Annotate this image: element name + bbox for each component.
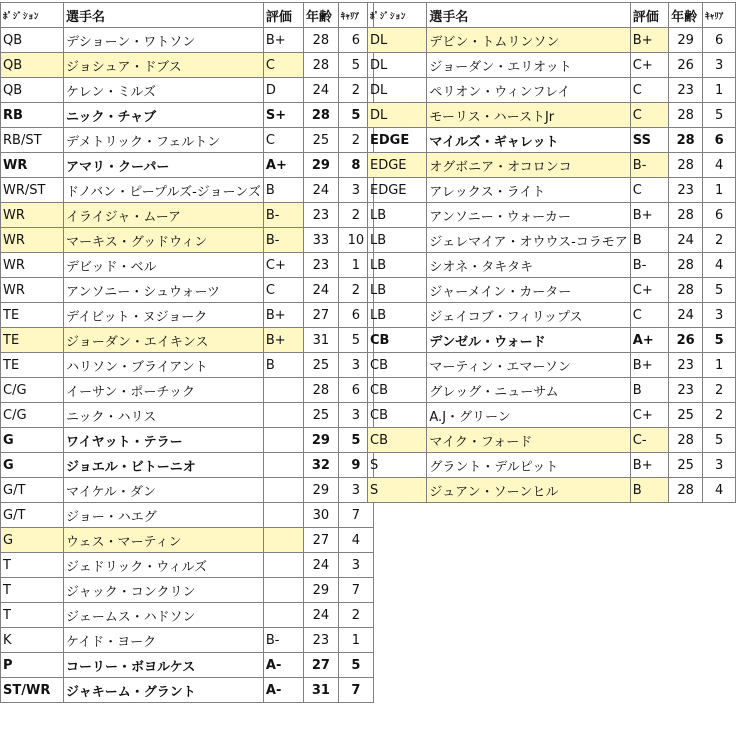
- age-cell: 24: [303, 78, 338, 103]
- player-name-cell: デイビット・ヌジョーク: [64, 303, 264, 328]
- age-cell: 28: [669, 428, 703, 453]
- grade-cell: C: [263, 53, 303, 78]
- age-cell: 28: [669, 153, 703, 178]
- position-cell: DL: [368, 103, 427, 128]
- grade-cell: B: [263, 178, 303, 203]
- career-cell: 5: [703, 428, 736, 453]
- table-row: [1, 153, 374, 178]
- career-cell: 3: [338, 353, 373, 378]
- age-cell: 24: [669, 228, 703, 253]
- grade-cell: B-: [263, 203, 303, 228]
- career-cell: 5: [703, 103, 736, 128]
- table-row: [1, 328, 374, 353]
- position-cell: EDGE: [368, 178, 427, 203]
- grade-cell: [263, 378, 303, 403]
- grade-cell: [263, 503, 303, 528]
- table-row: [368, 353, 736, 378]
- position-cell: WR: [1, 278, 64, 303]
- position-cell: G/T: [1, 478, 64, 503]
- career-cell: 5: [338, 328, 373, 353]
- position-cell: LB: [368, 253, 427, 278]
- grade-cell: B+: [263, 328, 303, 353]
- age-cell: 30: [303, 503, 338, 528]
- position-cell: CB: [368, 328, 427, 353]
- age-cell: 24: [303, 278, 338, 303]
- position-cell: EDGE: [368, 128, 427, 153]
- age-cell: 27: [303, 528, 338, 553]
- player-name-cell: イーサン・ポーチック: [64, 378, 264, 403]
- career-cell: 1: [338, 253, 373, 278]
- grade-cell: B-: [263, 628, 303, 653]
- player-name-cell: ドノバン・ピープルズ-ジョーンズ: [64, 178, 264, 203]
- position-cell: G: [1, 453, 64, 478]
- player-name-cell: マーキス・グッドウィン: [64, 228, 264, 253]
- player-name-cell: ペリオン・ウィンフレイ: [427, 78, 630, 103]
- career-cell: 6: [338, 303, 373, 328]
- position-cell: CB: [368, 353, 427, 378]
- player-name-cell: グラント・デルピット: [427, 453, 630, 478]
- grade-cell: D: [263, 78, 303, 103]
- player-name-cell: ハリソン・ブライアント: [64, 353, 264, 378]
- table-row: [1, 128, 374, 153]
- career-cell: 4: [338, 528, 373, 553]
- player-name-cell: ジャック・コンクリン: [64, 578, 264, 603]
- position-cell: QB: [1, 28, 64, 53]
- grade-cell: [263, 403, 303, 428]
- age-cell: 23: [303, 203, 338, 228]
- position-cell: RB/ST: [1, 128, 64, 153]
- career-cell: 2: [338, 128, 373, 153]
- position-cell: C/G: [1, 378, 64, 403]
- career-cell: 5: [338, 103, 373, 128]
- grade-cell: C+: [630, 403, 668, 428]
- position-cell: DL: [368, 53, 427, 78]
- grade-cell: B: [630, 228, 668, 253]
- player-name-cell: アレックス・ライト: [427, 178, 630, 203]
- grade-cell: C: [263, 278, 303, 303]
- age-cell: 29: [303, 153, 338, 178]
- table-row: [1, 28, 374, 53]
- age-cell: 24: [303, 553, 338, 578]
- age-cell: 28: [669, 278, 703, 303]
- career-cell: 4: [703, 153, 736, 178]
- table-row: [368, 428, 736, 453]
- table-row: [1, 553, 374, 578]
- player-name-cell: ジェドリック・ウィルズ: [64, 553, 264, 578]
- player-name-cell: イライジャ・ムーア: [64, 203, 264, 228]
- position-cell: TE: [1, 328, 64, 353]
- grade-cell: C+: [630, 278, 668, 303]
- player-name-cell: ジャキーム・グラント: [64, 678, 264, 703]
- age-cell: 25: [303, 128, 338, 153]
- grade-cell: B-: [630, 153, 668, 178]
- table-row: [368, 153, 736, 178]
- table-row: [368, 453, 736, 478]
- age-cell: 29: [303, 478, 338, 503]
- career-cell: 9: [338, 453, 373, 478]
- position-cell: WR: [1, 253, 64, 278]
- player-name-cell: シオネ・タキタキ: [427, 253, 630, 278]
- grade-cell: A-: [263, 653, 303, 678]
- grade-cell: B: [263, 353, 303, 378]
- grade-cell: B+: [630, 28, 668, 53]
- career-cell: 6: [703, 28, 736, 53]
- player-name-cell: アンソニー・ウォーカー: [427, 203, 630, 228]
- player-name-cell: ジュアン・ソーンヒル: [427, 478, 630, 503]
- grade-cell: B+: [263, 303, 303, 328]
- age-cell: 28: [303, 103, 338, 128]
- table-row: [1, 453, 374, 478]
- position-cell: T: [1, 578, 64, 603]
- grade-cell: C+: [630, 53, 668, 78]
- player-name-cell: デンゼル・ウォード: [427, 328, 630, 353]
- age-cell: 25: [669, 453, 703, 478]
- player-name-cell: ジョシュア・ドブス: [64, 53, 264, 78]
- table-row: [1, 578, 374, 603]
- age-cell: 26: [669, 53, 703, 78]
- position-cell: RB: [1, 103, 64, 128]
- table-row: [1, 203, 374, 228]
- age-cell: 25: [303, 403, 338, 428]
- age-cell: 28: [669, 203, 703, 228]
- header-age: 年齢: [669, 3, 703, 28]
- position-cell: QB: [1, 53, 64, 78]
- age-cell: 29: [303, 578, 338, 603]
- age-cell: 27: [303, 303, 338, 328]
- player-name-cell: ジョエル・ビトーニオ: [64, 453, 264, 478]
- player-name-cell: デショーン・ワトソン: [64, 28, 264, 53]
- table-row: [1, 253, 374, 278]
- age-cell: 23: [669, 78, 703, 103]
- age-cell: 23: [669, 178, 703, 203]
- grade-cell: C: [630, 78, 668, 103]
- player-name-cell: ジェイコブ・フィリップス: [427, 303, 630, 328]
- age-cell: 29: [669, 28, 703, 53]
- grade-cell: [263, 603, 303, 628]
- roster-table-offense: [0, 2, 374, 703]
- table-row: [1, 503, 374, 528]
- career-cell: 1: [703, 178, 736, 203]
- career-cell: 2: [338, 603, 373, 628]
- header-row: [1, 3, 374, 28]
- age-cell: 23: [303, 253, 338, 278]
- table-row: [1, 528, 374, 553]
- career-cell: 3: [338, 403, 373, 428]
- player-name-cell: ジョーダン・エイキンス: [64, 328, 264, 353]
- grade-cell: S+: [263, 103, 303, 128]
- career-cell: 1: [703, 353, 736, 378]
- career-cell: 6: [338, 378, 373, 403]
- grade-cell: C: [630, 103, 668, 128]
- position-cell: S: [368, 453, 427, 478]
- position-cell: QB: [1, 78, 64, 103]
- position-cell: G: [1, 528, 64, 553]
- table-row: [368, 378, 736, 403]
- grade-cell: [263, 578, 303, 603]
- position-cell: G/T: [1, 503, 64, 528]
- position-cell: WR: [1, 203, 64, 228]
- grade-cell: C: [630, 178, 668, 203]
- player-name-cell: ジャーメイン・カーター: [427, 278, 630, 303]
- player-name-cell: モーリス・ハーストJr: [427, 103, 630, 128]
- age-cell: 23: [669, 353, 703, 378]
- position-cell: S: [368, 478, 427, 503]
- grade-cell: A+: [263, 153, 303, 178]
- player-name-cell: ニック・ハリス: [64, 403, 264, 428]
- player-name-cell: A.J・グリーン: [427, 403, 630, 428]
- position-cell: CB: [368, 428, 427, 453]
- table-row: [368, 328, 736, 353]
- header-grade: 評価: [630, 3, 668, 28]
- grade-cell: [263, 528, 303, 553]
- age-cell: 26: [669, 328, 703, 353]
- table-row: [1, 178, 374, 203]
- position-cell: TE: [1, 353, 64, 378]
- header-name: 選手名: [64, 3, 264, 28]
- table-row: [1, 428, 374, 453]
- header-name: 選手名: [427, 3, 630, 28]
- age-cell: 28: [669, 253, 703, 278]
- table-row: [368, 128, 736, 153]
- table-row: [1, 78, 374, 103]
- player-name-cell: マイク・フォード: [427, 428, 630, 453]
- age-cell: 31: [303, 678, 338, 703]
- position-cell: LB: [368, 278, 427, 303]
- table-row: [368, 103, 736, 128]
- player-name-cell: ジョー・ハエグ: [64, 503, 264, 528]
- table-row: [1, 678, 374, 703]
- table-row: [1, 303, 374, 328]
- age-cell: 28: [303, 28, 338, 53]
- position-cell: G: [1, 428, 64, 453]
- header-grade: 評価: [263, 3, 303, 28]
- grade-cell: SS: [630, 128, 668, 153]
- table-row: [368, 178, 736, 203]
- career-cell: 8: [338, 153, 373, 178]
- grade-cell: A+: [630, 328, 668, 353]
- header-career: ｷｬﾘｱ: [338, 3, 373, 28]
- career-cell: 4: [703, 478, 736, 503]
- career-cell: 3: [703, 453, 736, 478]
- position-cell: C/G: [1, 403, 64, 428]
- position-cell: T: [1, 603, 64, 628]
- grade-cell: B+: [263, 28, 303, 53]
- table-row: [368, 203, 736, 228]
- career-cell: 4: [703, 253, 736, 278]
- table-row: [368, 478, 736, 503]
- career-cell: 2: [703, 403, 736, 428]
- player-name-cell: ケレン・ミルズ: [64, 78, 264, 103]
- grade-cell: [263, 478, 303, 503]
- header-career: ｷｬﾘｱ: [703, 3, 736, 28]
- player-name-cell: ケイド・ヨーク: [64, 628, 264, 653]
- table-row: [368, 403, 736, 428]
- age-cell: 24: [669, 303, 703, 328]
- position-cell: DL: [368, 78, 427, 103]
- table-row: [1, 603, 374, 628]
- player-name-cell: マーティン・エマーソン: [427, 353, 630, 378]
- header-position: ﾎﾟｼﾞｼｮﾝ: [368, 3, 427, 28]
- career-cell: 3: [338, 553, 373, 578]
- career-cell: 5: [703, 328, 736, 353]
- career-cell: 6: [703, 203, 736, 228]
- career-cell: 2: [338, 278, 373, 303]
- table-row: [368, 303, 736, 328]
- table-row: [368, 228, 736, 253]
- table-row: [1, 53, 374, 78]
- table-row: [368, 78, 736, 103]
- player-name-cell: ニック・チャブ: [64, 103, 264, 128]
- career-cell: 5: [338, 653, 373, 678]
- table-row: [368, 278, 736, 303]
- grade-cell: C: [263, 128, 303, 153]
- age-cell: 28: [669, 128, 703, 153]
- age-cell: 28: [669, 478, 703, 503]
- table-row: [1, 278, 374, 303]
- age-cell: 25: [303, 353, 338, 378]
- career-cell: 3: [703, 53, 736, 78]
- position-cell: LB: [368, 228, 427, 253]
- position-cell: LB: [368, 303, 427, 328]
- age-cell: 29: [303, 428, 338, 453]
- position-cell: CB: [368, 403, 427, 428]
- age-cell: 28: [669, 103, 703, 128]
- position-cell: T: [1, 553, 64, 578]
- position-cell: WR/ST: [1, 178, 64, 203]
- grade-cell: B+: [630, 203, 668, 228]
- grade-cell: B-: [630, 253, 668, 278]
- grade-cell: B+: [630, 453, 668, 478]
- player-name-cell: デビッド・ベル: [64, 253, 264, 278]
- position-cell: WR: [1, 228, 64, 253]
- age-cell: 25: [669, 403, 703, 428]
- player-name-cell: ウェス・マーティン: [64, 528, 264, 553]
- career-cell: 6: [703, 128, 736, 153]
- grade-cell: [263, 428, 303, 453]
- career-cell: 5: [338, 53, 373, 78]
- age-cell: 24: [303, 603, 338, 628]
- position-cell: LB: [368, 203, 427, 228]
- table-row: [1, 478, 374, 503]
- age-cell: 23: [669, 378, 703, 403]
- age-cell: 33: [303, 228, 338, 253]
- table-row: [1, 353, 374, 378]
- career-cell: 1: [703, 78, 736, 103]
- career-cell: 7: [338, 578, 373, 603]
- career-cell: 2: [703, 228, 736, 253]
- career-cell: 1: [338, 628, 373, 653]
- player-name-cell: マイルズ・ギャレット: [427, 128, 630, 153]
- table-row: [1, 103, 374, 128]
- grade-cell: B: [630, 478, 668, 503]
- header-position: ﾎﾟｼﾞｼｮﾝ: [1, 3, 64, 28]
- table-row: [368, 253, 736, 278]
- age-cell: 24: [303, 178, 338, 203]
- age-cell: 28: [303, 53, 338, 78]
- grade-cell: [263, 553, 303, 578]
- player-name-cell: ジェームス・ハドソン: [64, 603, 264, 628]
- table-row: [368, 53, 736, 78]
- player-name-cell: アマリ・クーパー: [64, 153, 264, 178]
- player-name-cell: ワイヤット・テラー: [64, 428, 264, 453]
- position-cell: TE: [1, 303, 64, 328]
- grade-cell: C-: [630, 428, 668, 453]
- table-row: [1, 628, 374, 653]
- grade-cell: C: [630, 303, 668, 328]
- grade-cell: B-: [263, 228, 303, 253]
- player-name-cell: グレッグ・ニューサム: [427, 378, 630, 403]
- career-cell: 2: [338, 78, 373, 103]
- header-row: [368, 3, 736, 28]
- career-cell: 7: [338, 503, 373, 528]
- age-cell: 31: [303, 328, 338, 353]
- career-cell: 5: [703, 278, 736, 303]
- position-cell: DL: [368, 28, 427, 53]
- career-cell: 5: [338, 428, 373, 453]
- player-name-cell: コーリー・ボヨルケス: [64, 653, 264, 678]
- career-cell: 7: [338, 678, 373, 703]
- position-cell: ST/WR: [1, 678, 64, 703]
- grade-cell: [263, 453, 303, 478]
- grade-cell: C+: [263, 253, 303, 278]
- age-cell: 27: [303, 653, 338, 678]
- table-row: [1, 653, 374, 678]
- table-row: [1, 403, 374, 428]
- table-row: [1, 378, 374, 403]
- player-name-cell: アンソニー・シュウォーツ: [64, 278, 264, 303]
- roster-table-defense: [367, 2, 736, 503]
- position-cell: EDGE: [368, 153, 427, 178]
- career-cell: 2: [338, 203, 373, 228]
- player-name-cell: オグボニア・オコロンコ: [427, 153, 630, 178]
- grade-cell: B: [630, 378, 668, 403]
- grade-cell: B+: [630, 353, 668, 378]
- player-name-cell: デメトリック・フェルトン: [64, 128, 264, 153]
- position-cell: CB: [368, 378, 427, 403]
- position-cell: K: [1, 628, 64, 653]
- table-row: [1, 228, 374, 253]
- player-name-cell: ジェレマイア・オウウス-コラモア: [427, 228, 630, 253]
- player-name-cell: ジョーダン・エリオット: [427, 53, 630, 78]
- career-cell: 3: [338, 478, 373, 503]
- player-name-cell: マイケル・ダン: [64, 478, 264, 503]
- table-row: [368, 28, 736, 53]
- career-cell: 3: [338, 178, 373, 203]
- career-cell: 3: [703, 303, 736, 328]
- career-cell: 6: [338, 28, 373, 53]
- age-cell: 32: [303, 453, 338, 478]
- position-cell: P: [1, 653, 64, 678]
- age-cell: 23: [303, 628, 338, 653]
- header-age: 年齢: [303, 3, 338, 28]
- career-cell: 10: [338, 228, 373, 253]
- career-cell: 2: [703, 378, 736, 403]
- player-name-cell: デビン・トムリンソン: [427, 28, 630, 53]
- position-cell: WR: [1, 153, 64, 178]
- age-cell: 28: [303, 378, 338, 403]
- grade-cell: A-: [263, 678, 303, 703]
